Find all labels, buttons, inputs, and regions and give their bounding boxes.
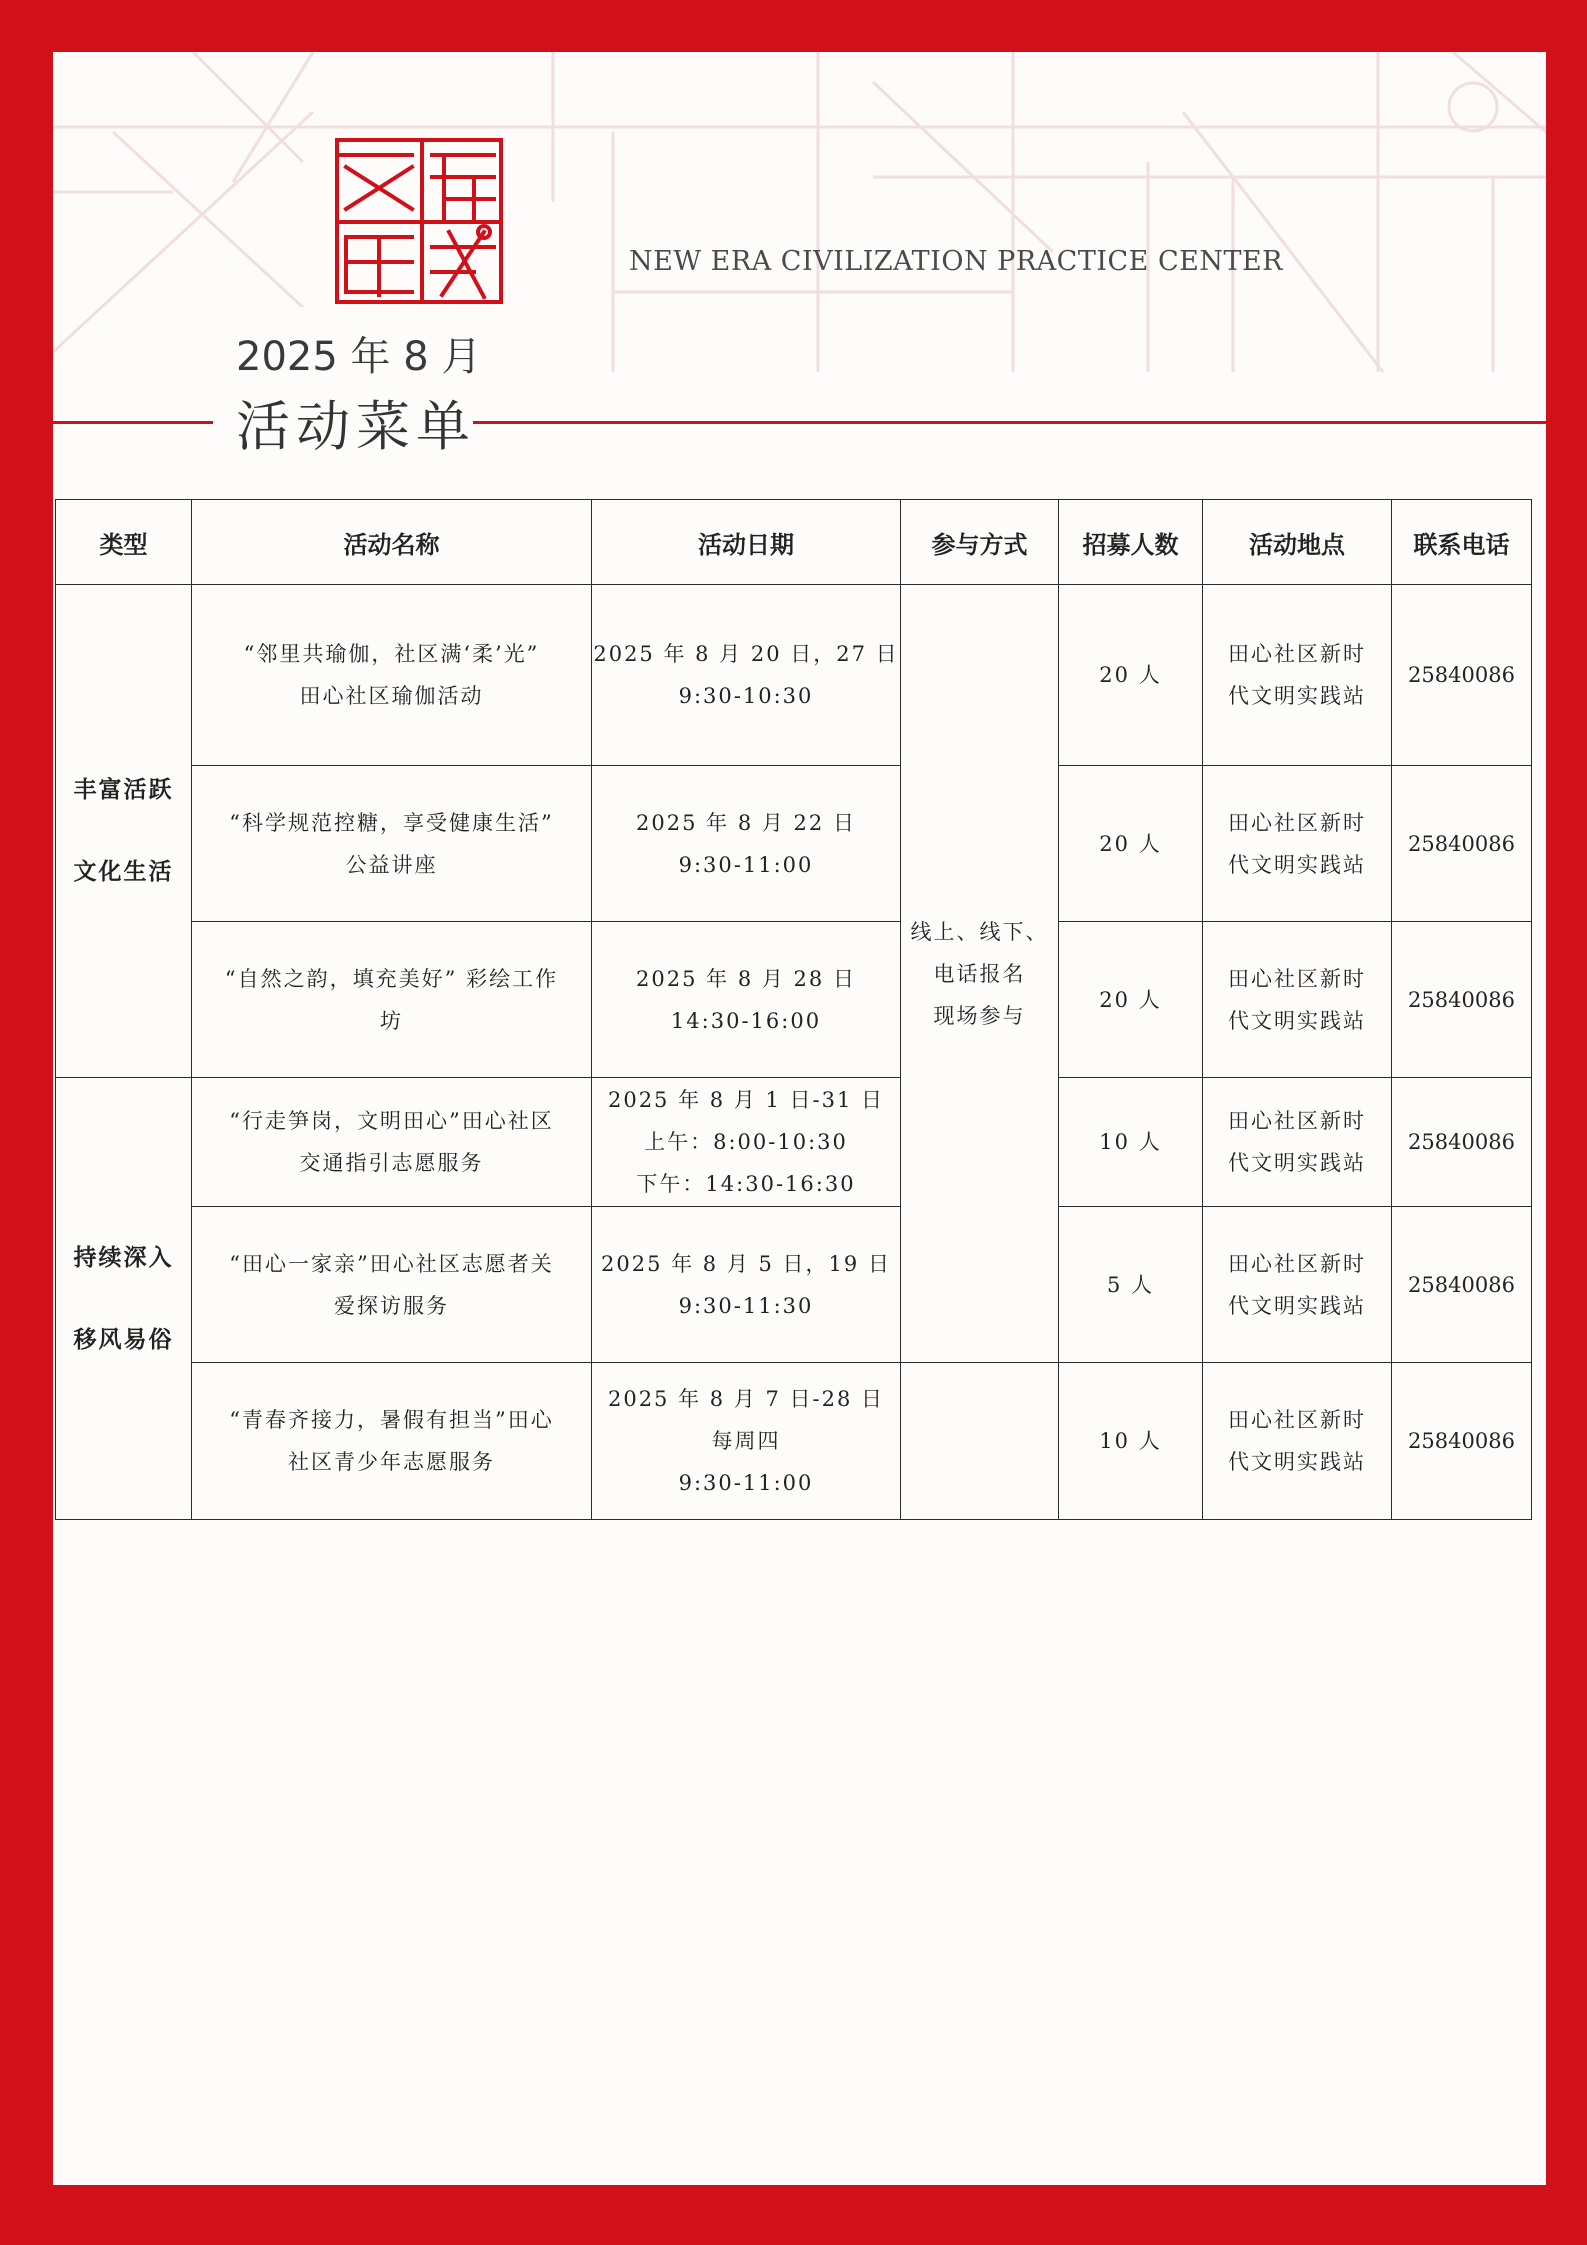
location-line: 代文明实践站 — [1228, 1293, 1366, 1318]
activity-name-line: “行走笋岗，文明田心”田心社区 — [229, 1109, 554, 1133]
activity-name-line: “自然之韵，填充美好” 彩绘工作 — [224, 966, 559, 991]
phone-cell: 25840086 — [1392, 585, 1532, 766]
table-row — [56, 766, 1532, 922]
activity-date-cell — [592, 1363, 901, 1520]
location-line: 田心社区新时 — [1228, 1251, 1366, 1276]
activity-date-cell — [592, 766, 901, 922]
date-line: 14:30-16:00 — [670, 1008, 822, 1033]
table-row — [56, 1078, 1532, 1207]
location-line: 田心社区新时 — [1228, 966, 1366, 991]
activity-name-line: 交通指引志愿服务 — [299, 1151, 484, 1175]
activity-name-line: 社区青少年志愿服务 — [288, 1450, 495, 1474]
activity-name-cell — [192, 1363, 592, 1520]
table-header-row — [56, 500, 1532, 585]
activity-name-line: 坊 — [380, 1008, 403, 1033]
activity-date-cell — [592, 1207, 901, 1363]
activity-name-cell — [192, 1207, 592, 1363]
header-participation: 参与方式 — [901, 500, 1059, 585]
activity-date-cell — [592, 922, 901, 1078]
activity-name-cell — [192, 1078, 592, 1207]
phone-cell: 25840086 — [1392, 1363, 1532, 1520]
type-line: 移风易俗 — [73, 1326, 174, 1353]
activity-name-cell — [192, 766, 592, 922]
header-activity-name: 活动名称 — [192, 500, 592, 585]
header-phone: 联系电话 — [1392, 500, 1532, 585]
recruit-count-cell: 20 人 — [1059, 585, 1203, 766]
activity-name-line: “田心一家亲”田心社区志愿者关 — [229, 1251, 554, 1276]
page-title: 活动菜单 — [236, 395, 476, 458]
activity-name-line: “科学规范控糖，享受健康生活” — [229, 810, 554, 835]
date-line: 9:30-10:30 — [678, 684, 814, 708]
phone-cell: 25840086 — [1392, 1207, 1532, 1363]
date-line: 2025 年 8 月 7 日-28 日 — [607, 1387, 885, 1411]
date-line: 9:30-11:00 — [678, 852, 814, 877]
seal-logo-icon — [334, 137, 504, 305]
date-line: 2025 年 8 月 1 日-31 日 — [607, 1088, 885, 1112]
activity-name-cell — [192, 585, 592, 766]
activity-date-cell — [592, 585, 901, 766]
location-line: 田心社区新时 — [1228, 810, 1366, 835]
location-line: 田心社区新时 — [1228, 1408, 1366, 1432]
table-row — [56, 585, 1532, 766]
participation-line: 线上、线下、 — [910, 919, 1049, 944]
title-rule-right — [473, 421, 1546, 424]
date-line: 2025 年 8 月 22 日 — [636, 810, 856, 835]
date-line: 2025 年 8 月 20 日，27 日 — [593, 642, 899, 666]
header-type: 类型 — [56, 500, 192, 585]
location-cell — [1203, 1207, 1392, 1363]
header-location: 活动地点 — [1203, 500, 1392, 585]
location-line: 代文明实践站 — [1228, 1008, 1366, 1033]
date-line: 2025 年 8 月 28 日 — [636, 966, 856, 991]
location-line: 代文明实践站 — [1228, 1151, 1366, 1175]
location-line: 田心社区新时 — [1228, 642, 1366, 666]
participation-cell — [901, 585, 1059, 1363]
participation-cell-empty — [901, 1363, 1059, 1520]
location-cell — [1203, 1363, 1392, 1520]
activity-name-cell — [192, 922, 592, 1078]
month-title: 2025 年 8 月 — [236, 334, 482, 380]
type-line: 丰富活跃 — [73, 777, 174, 803]
type-cell — [56, 1078, 192, 1520]
table-row — [56, 922, 1532, 1078]
location-cell — [1203, 1078, 1392, 1207]
recruit-count-cell: 20 人 — [1059, 766, 1203, 922]
date-line: 下午：14:30-16:30 — [636, 1172, 856, 1196]
type-line: 文化生活 — [73, 859, 174, 885]
participation-line: 电话报名 — [933, 961, 1026, 986]
date-line: 9:30-11:00 — [678, 1471, 814, 1495]
recruit-count-cell: 20 人 — [1059, 922, 1203, 1078]
location-line: 田心社区新时 — [1228, 1109, 1366, 1133]
phone-cell: 25840086 — [1392, 766, 1532, 922]
location-line: 代文明实践站 — [1228, 1450, 1366, 1474]
recruit-count-cell: 5 人 — [1059, 1207, 1203, 1363]
date-line: 9:30-11:30 — [678, 1293, 814, 1318]
activity-name-line: “青春齐接力，暑假有担当”田心 — [229, 1408, 554, 1432]
location-line: 代文明实践站 — [1228, 684, 1366, 708]
phone-cell: 25840086 — [1392, 922, 1532, 1078]
location-cell — [1203, 585, 1392, 766]
activity-name-line: “邻里共瑜伽，社区满‘柔’光” — [243, 642, 540, 666]
table-row — [56, 1363, 1532, 1520]
activity-date-cell — [592, 1078, 901, 1207]
activity-name-line: 爱探访服务 — [334, 1293, 449, 1318]
activity-table — [55, 499, 1532, 1520]
type-line: 持续深入 — [73, 1244, 174, 1271]
activity-name-line: 田心社区瑜伽活动 — [299, 684, 484, 708]
center-subtitle: NEW ERA CIVILIZATION PRACTICE CENTER — [629, 246, 1283, 277]
date-line: 上午：8:00-10:30 — [644, 1130, 848, 1154]
page-sheet — [53, 52, 1546, 2185]
header-activity-date: 活动日期 — [592, 500, 901, 585]
date-line: 每周四 — [711, 1429, 781, 1453]
recruit-count-cell: 10 人 — [1059, 1363, 1203, 1520]
type-cell — [56, 585, 192, 1078]
title-rule-left — [53, 421, 213, 424]
location-cell — [1203, 922, 1392, 1078]
location-cell — [1203, 766, 1392, 922]
header-recruit-count: 招募人数 — [1059, 500, 1203, 585]
recruit-count-cell: 10 人 — [1059, 1078, 1203, 1207]
table-row — [56, 1207, 1532, 1363]
activity-name-line: 公益讲座 — [345, 852, 438, 877]
phone-cell: 25840086 — [1392, 1078, 1532, 1207]
participation-line: 现场参与 — [933, 1003, 1026, 1028]
location-line: 代文明实践站 — [1228, 852, 1366, 877]
date-line: 2025 年 8 月 5 日，19 日 — [601, 1251, 891, 1276]
